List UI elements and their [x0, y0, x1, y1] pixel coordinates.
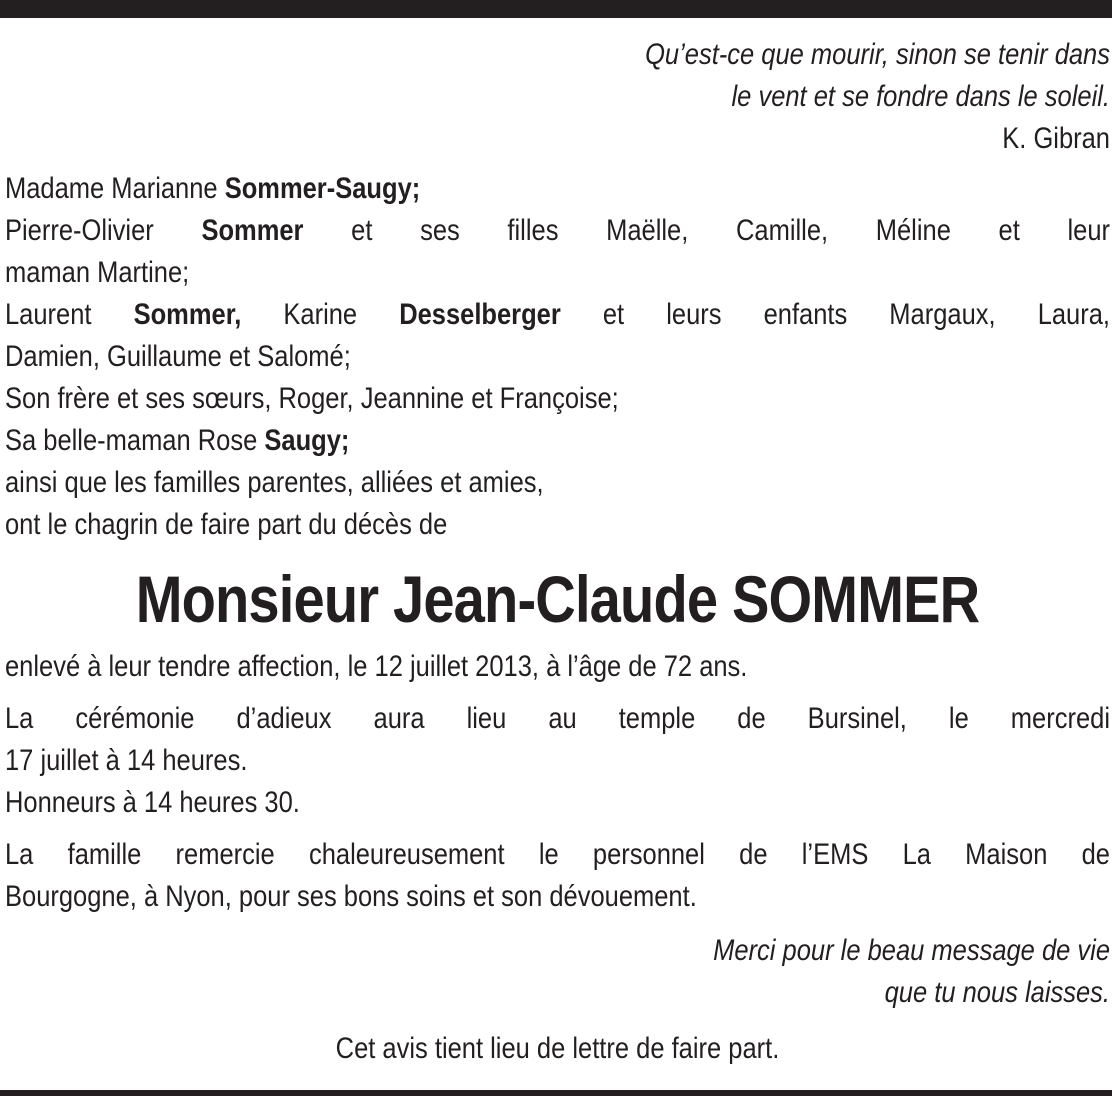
announcement-line-son2: Laurent Sommer, Karine Desselberger et leurs enfants Margaux, Laura, — [5, 298, 1110, 331]
closing-line: Cet avis tient lieu de lettre de faire part. — [335, 1032, 780, 1065]
notice-content — [5, 0, 1110, 1070]
announcement-line-relatives: ainsi que les familles parentes, alliées et amies, — [5, 466, 544, 499]
quote-line-2: le vent et se fondre dans le soleil. — [731, 80, 1110, 113]
family-thanks — [5, 834, 1110, 918]
ceremony-line-1: La cérémonie d’adieux aura lieu au temple de Bursinel, le mercredi — [5, 702, 1110, 735]
announcement-line-grief: ont le chagrin de faire part du décès de — [5, 508, 448, 541]
bottom-rule — [0, 1090, 1112, 1096]
ceremony-details — [5, 698, 1110, 824]
death-details-line: enlevé à leur tendre affection, le 12 juillet 2013, à l’âge de 72 ans. — [5, 650, 748, 683]
ceremony-line-3: Honneurs à 14 heures 30. — [5, 786, 300, 819]
thanks-line-1: La famille remercie chaleureusement le personnel de l’EMS La Maison de — [5, 838, 1110, 871]
announcement-line-mother-in-law: Sa belle-maman Rose Saugy; — [5, 424, 350, 457]
announcement-line-son1: Pierre-Olivier Sommer et ses filles Maëlle, Camille, Méline et leur — [5, 214, 1111, 247]
announcement-line-widow: Madame Marianne Sommer-Saugy; — [5, 172, 421, 205]
announcement-line-son2-cont: Damien, Guillaume et Salomé; — [5, 340, 351, 373]
thanks-line-2: Bourgogne, à Nyon, pour ses bons soins et son dévouement. — [5, 880, 697, 913]
ceremony-line-2: 17 juillet à 14 heures. — [5, 744, 248, 777]
farewell-line-2: que tu nous laisses. — [884, 976, 1110, 1009]
announcement-line-siblings: Son frère et ses sœurs, Roger, Jeannine et Françoise; — [5, 382, 619, 415]
announcement-line-son1-cont: maman Martine; — [5, 256, 190, 289]
family-announcement — [5, 168, 1110, 546]
quote-attribution: K. Gibran — [1002, 122, 1110, 155]
quote-line-1: Qu’est-ce que mourir, sinon se tenir dans — [645, 38, 1110, 71]
closing-statement — [5, 1028, 1110, 1070]
farewell-line-1: Merci pour le beau message de vie — [713, 934, 1110, 967]
deceased-name: Monsieur Jean-Claude SOMMER — [135, 562, 980, 636]
death-details — [5, 646, 1110, 688]
farewell-message — [5, 930, 1110, 1014]
memorial-quote — [5, 34, 1110, 160]
